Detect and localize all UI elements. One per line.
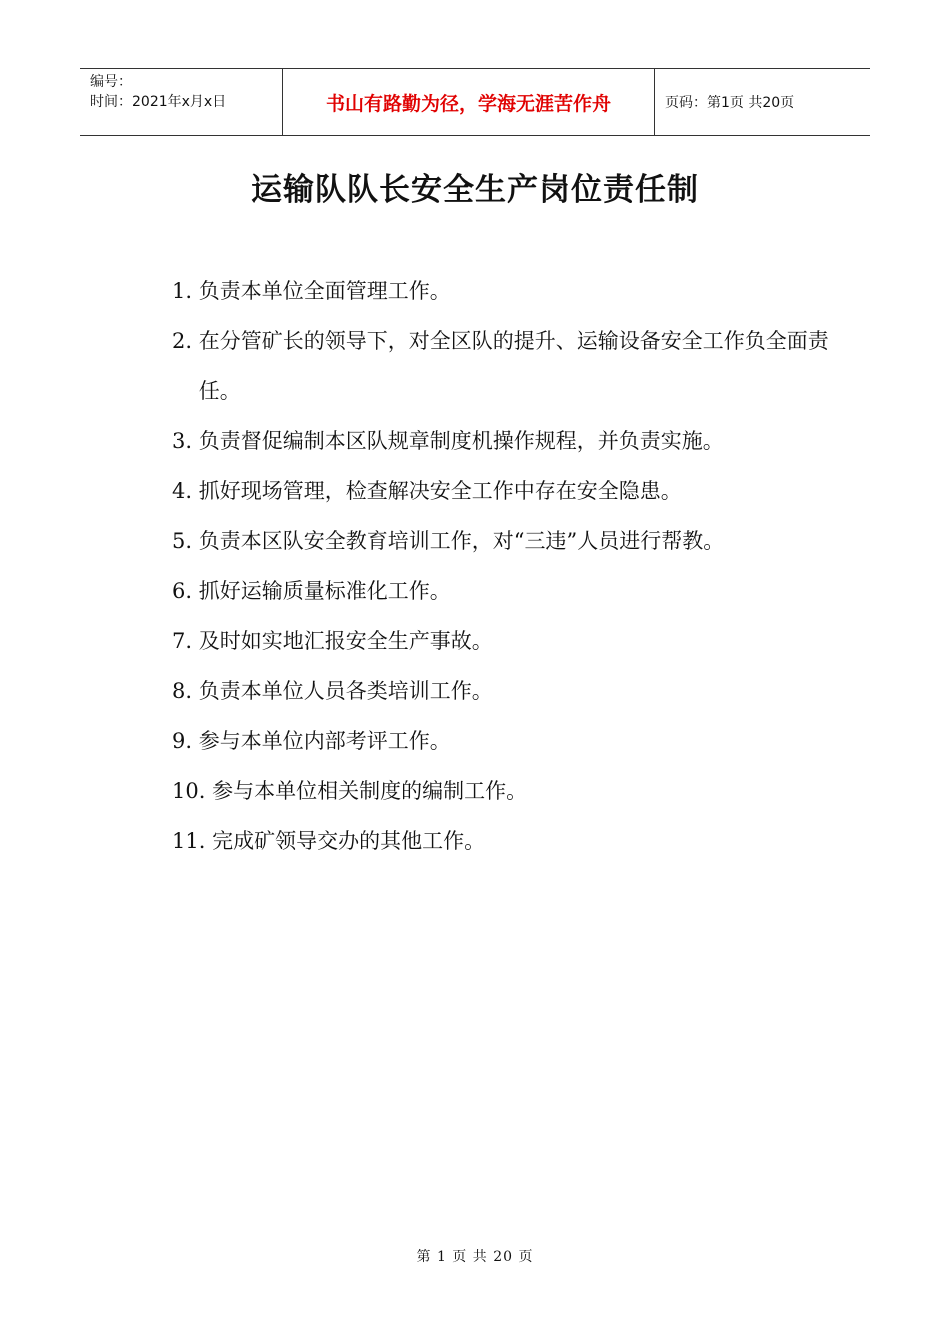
list-item-text: 抓好现场管理，检查解决安全工作中存在安全隐患。 [198,479,682,503]
list-item-text: 参与本单位相关制度的编制工作。 [212,779,528,803]
list-item [172,666,832,716]
doc-number-label: 编号： [90,74,132,90]
header-page-info: 页码：第1页 共20页 [665,95,795,111]
list-item [172,316,832,416]
list-item-number: 10. [172,779,213,803]
list-item-number: 2. [172,329,199,353]
list-item [172,266,832,316]
duty-list [172,266,832,866]
list-item-text: 完成矿领导交办的其他工作。 [212,829,486,853]
list-item [172,816,832,866]
list-item-text: 负责督促编制本区队规章制度机操作规程，并负责实施。 [198,429,724,453]
list-item-number: 3. [172,429,199,453]
list-item [172,766,832,816]
list-item [172,566,832,616]
list-item [172,716,832,766]
list-item-number: 4. [172,479,199,503]
list-item-number: 6. [172,579,199,603]
list-item-text: 参与本单位内部考评工作。 [198,729,451,753]
header-motto: 书山有路勤为径，学海无涯苦作舟 [282,69,655,135]
list-item-number: 5. [172,529,199,553]
page-footer: 第 1 页 共 20 页 [416,1249,534,1265]
list-item-text: 在分管矿长的领导下，对全区队的提升、运输设备安全工作负全面责任。 [198,329,829,403]
list-item-text: 及时如实地汇报安全生产事故。 [198,629,493,653]
list-item [172,616,832,666]
list-item-text: 负责本区队安全教育培训工作，对“三违”人员进行帮教。 [198,529,725,553]
list-item-text: 抓好运输质量标准化工作。 [198,579,451,603]
page-header [80,68,870,136]
list-item [172,516,832,566]
list-item-number: 8. [172,679,199,703]
list-item-number: 11. [172,829,213,853]
list-item-text: 负责本单位人员各类培训工作。 [198,679,493,703]
list-item-number: 7. [172,629,199,653]
list-item [172,416,832,466]
list-item-number: 9. [172,729,199,753]
list-item-number: 1. [172,279,199,303]
doc-time-label: 时间：2021年x月x日 [90,94,227,110]
list-item [172,466,832,516]
list-item-text: 负责本单位全面管理工作。 [198,279,451,303]
document-title: 运输队队长安全生产岗位责任制 [251,172,699,208]
header-meta [80,69,282,135]
